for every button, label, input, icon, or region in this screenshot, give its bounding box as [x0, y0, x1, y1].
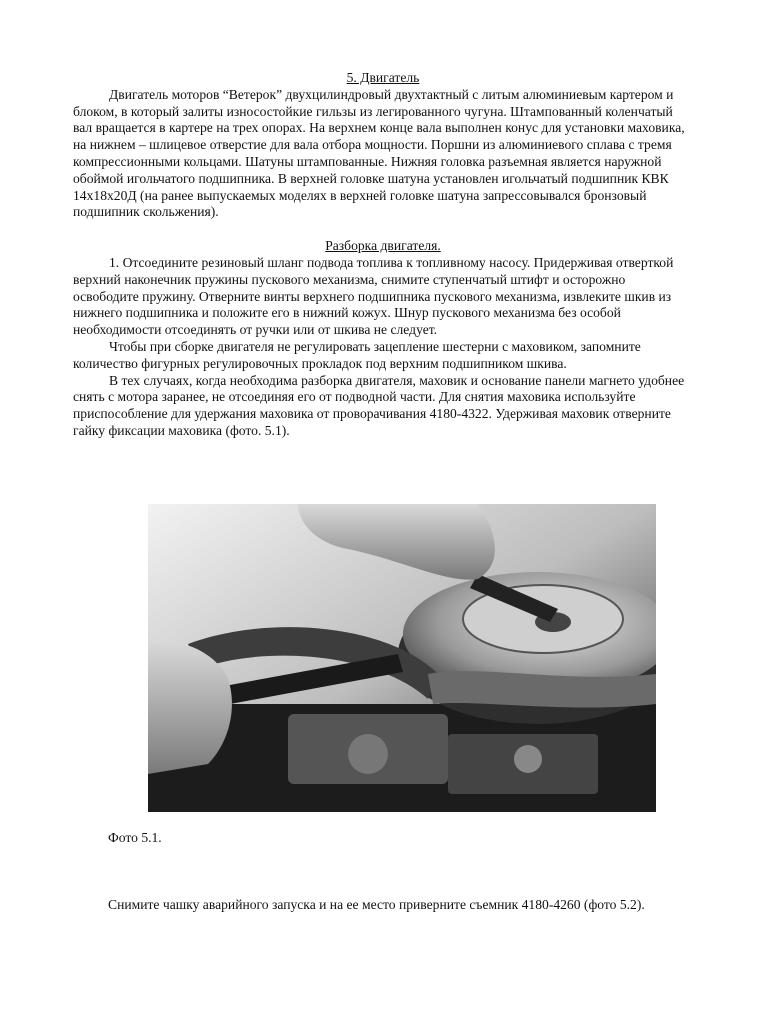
section-title: 5. Двигатель: [346, 70, 420, 85]
engine-flywheel-illustration: [148, 504, 656, 812]
photo-caption: Фото 5.1.: [108, 830, 162, 845]
paragraph-1: 1. Отсоедините резиновый шланг подвода топлива к топливному насосу. Придерживая отверткой верхний наконечник пружины пускового механизма, снимите ступенчатый штифт и осторожно освободите пружину. Отверните винты верхнего подшипника пускового механизма, извлеките шкив из нижнего подшипника и положите его в нижний кожух. Шнур пускового механизма без особой необходимости отсоединять от ручки или от шкива не следует.: [73, 254, 674, 338]
intro-paragraph: Двигатель моторов “Ветерок” двухцилиндровый двухтактный с литым алюминиевым картером и блоком, в который залиты износостойкие гильзы из легированного чугуна. Штампованный коленчатый вал вращается в картере на трех опорах. На верхнем конце вала выполнен конус для установки маховика, на нижнем – шлицевое отверстие для вала отбора мощности. Поршни из алюминиевого сплава с тремя компрессионными кольцами. Шатуны штампованные. Нижняя головка разъемная является наружной обоймой игольчатого подшипника. В верхней головке шатуна установлен игольчатый подшипник КВК 14х18х20Д (на ранее выпускаемых моделях в верхней головке шатуна запрессовывался бронзовый подшипник скольжения).: [73, 86, 685, 220]
final-paragraph: Снимите чашку аварийного запуска и на ее место приверните съемник 4180-4260 (фото 5.2).: [108, 897, 645, 912]
paragraph-2: Чтобы при сборке двигателя не регулировать зацепление шестерни с маховиком, запомните количество фигурных регулировочных прокладок под верхним подшипником шкива.: [73, 338, 641, 371]
engine-flywheel-photo: [148, 504, 656, 812]
paragraph-3: В тех случаях, когда необходима разборка двигателя, маховик и основание панели магнето удобнее снять с мотора заранее, не отсоединяя его от подводной части. Для снятия маховика используйте приспособление для удержания маховика от проворачивания 4180-4322. Удерживая маховик отверните гайку фиксации маховика (фото. 5.1).: [73, 372, 685, 438]
subsection-title: Разборка двигателя.: [325, 238, 441, 254]
section-text: [73, 70, 693, 440]
